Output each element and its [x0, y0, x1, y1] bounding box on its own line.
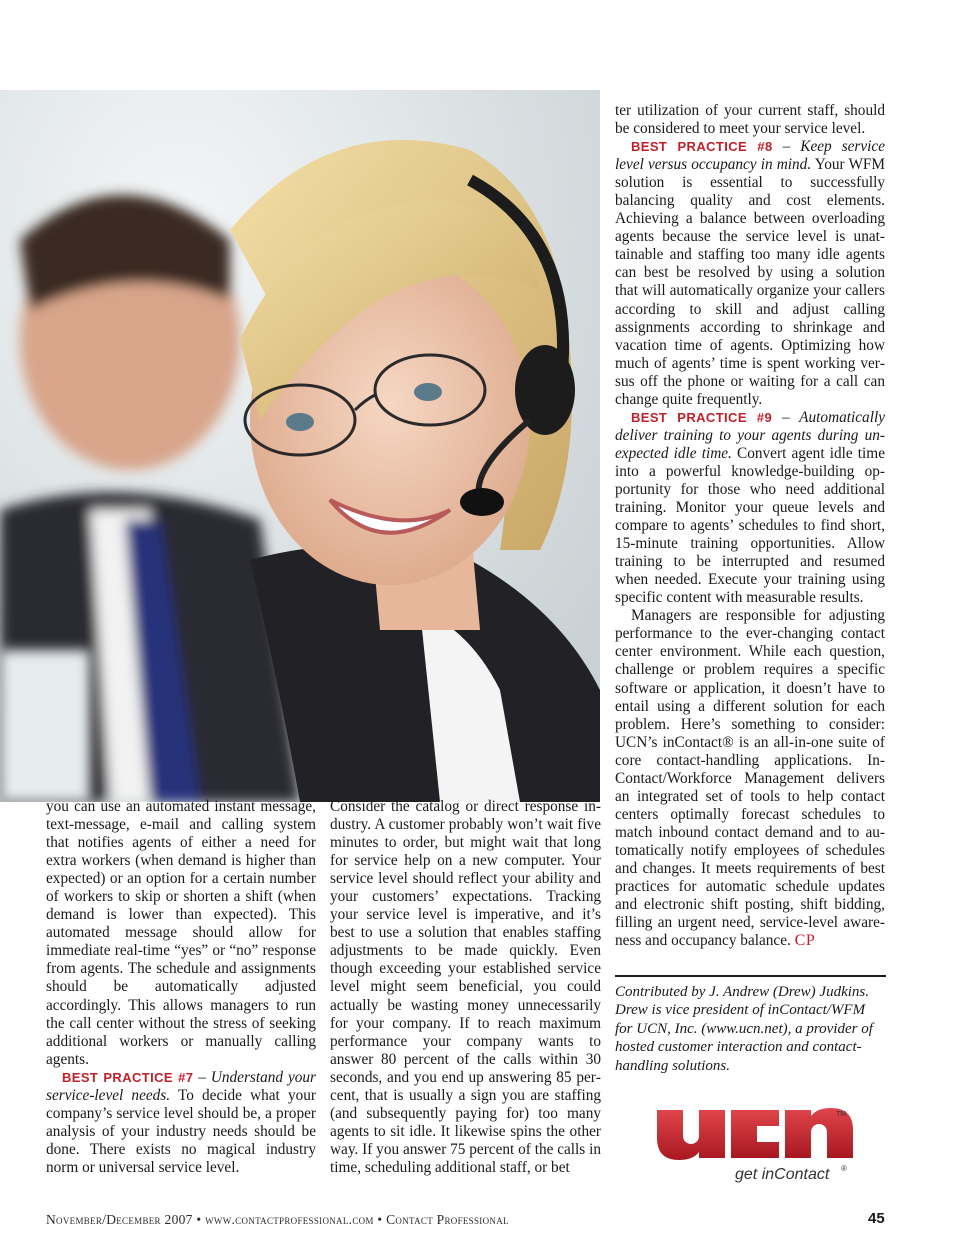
best-practice-8-label: BEST PRACTICE #8	[631, 139, 773, 155]
bp7-dash: –	[193, 1068, 211, 1086]
best-practice-7-body: To decide what your company’s service level should be, a proper analysis of your industry needs should be done. There exists no magical industry norm or universal service level.	[46, 1086, 316, 1176]
best-practice-7	[46, 1069, 316, 1177]
ucn-logo	[655, 1106, 855, 1186]
best-practice-8-body: Your WFM solution is essential to successfully balancing quality and cost elements. Achieving a balance between overloading agents because the service level is unattainable and staffing too many idle agents can best be resolved by using a solution that will automatically organize your callers according to skill and adjust calling assignments according to shrinkage and vacation time of agents. Optimizing how much of agents’ time is spent working versus off the phone or waiting for a call can change quite frequently.	[615, 156, 886, 408]
contributor-rule	[615, 975, 886, 977]
ucn-logo-graphic	[655, 1106, 855, 1186]
col3-intro: ter utilization of your current staff, should be considered to meet your service level.	[615, 102, 885, 138]
contributor-note: Contributed by J. Andrew (Drew) Judkins. Drew is vice president of inContact/WFM for UCN, Inc. (www.ucn.net), a provider of hosted customer interaction and contact-handling solutions.	[615, 984, 873, 1074]
best-practice-8-title: Keep service level versus occupancy in mind.	[615, 138, 886, 174]
photo-illustration	[0, 90, 600, 802]
col2-paragraph: Consider the catalog or direct response industry. A customer probably won’t wait five minutes to order, but might wait that long for service help on a new computer. Your service level should reflect your ability and your customers’ expectations. Tracking your service level is imperative, and it’s best to use a solution that enables staffing adjustments to be made quickly. Even though exceeding your established service level might seem beneficial, you could actually be wasting money unnecessarily for your company. If to reach maximum performance your company wants to answer 80 percent of the calls within 30 seconds, and you end up answering 85 percent, that is usually a sign you are staffing (and subsequently paying for) too many agents to sit idle. It likewise spins the other way. If you answer 75 percent of the calls in time, scheduling additional staff, or bet	[330, 798, 601, 1176]
best-practice-9-title: Automatically deliver training to your agents during unexpected idle time.	[615, 408, 885, 462]
call-center-agents-photo	[0, 90, 600, 802]
page-footer: November/December 2007 • www.contactprofessional.com • Contact Professional	[46, 1212, 509, 1227]
best-practice-9-body: Convert agent idle time into a powerful knowledge-building opportunity for those who need additional training. Monitor your queue levels and compare to agents’ schedules to find short, 15-minute training opportunities. Allow training to be interrupted and resumed when needed. Execute your training using specific content with measurable results.	[615, 444, 885, 607]
logo-tagline: get inContact	[735, 1166, 830, 1183]
column-3	[615, 102, 885, 950]
logo-reg: ®	[841, 1164, 847, 1173]
bp8-dash: –	[772, 138, 801, 156]
page-number: 45	[868, 1210, 885, 1227]
best-practice-7-label: BEST PRACTICE #7	[62, 1069, 194, 1085]
bp9-dash: –	[772, 408, 800, 426]
logo-letter-c	[731, 1110, 779, 1158]
managers-text: Managers are responsible for adjusting performance to the ever-changing contact center environment. While each question, challenge or problem requires a specific software or application, it doesn’t have to entail using a different solution for each problem. Here’s something to consider: UCN’s inContact® is an all-in-one suite of core contact-handling applications. InContact/Workforce Management delivers an integrated set of tools to help contact centers optimally forecast schedules to match inbound contact demand and to automatically notify employees of schedules and changes. It meets requirements of best practices for automatic schedule updates and electronic shift posting, shift bidding, filling an urgent need, service-level awareness and occupancy balance.	[615, 607, 885, 950]
managers-paragraph	[615, 607, 885, 950]
best-practice-8	[615, 138, 885, 409]
best-practice-9-label: BEST PRACTICE #9	[631, 409, 773, 425]
col1-paragraph: you can use an automated instant message, text-message, e-mail and calling system that notifies agents of either a need for extra workers (when demand is higher than expected) or an option for a certain number of workers to skip or shorten a shift (when demand is lower than expected). This automated message should allow for immediate real-time “yes” or “no” response from agents. The schedule and assignments should be automatically adjusted accordingly. This allows managers to run the call center without the stress of seeking additional workers or manually calling agents.	[46, 798, 316, 1068]
best-practice-9	[615, 409, 885, 608]
column-2	[330, 798, 601, 1177]
logo-tm: TM	[836, 1111, 847, 1118]
end-mark: CP	[794, 932, 816, 950]
column-1	[46, 798, 316, 1177]
best-practice-7-title: Understand your service-level needs.	[46, 1068, 316, 1104]
logo-letter-u	[657, 1110, 725, 1160]
